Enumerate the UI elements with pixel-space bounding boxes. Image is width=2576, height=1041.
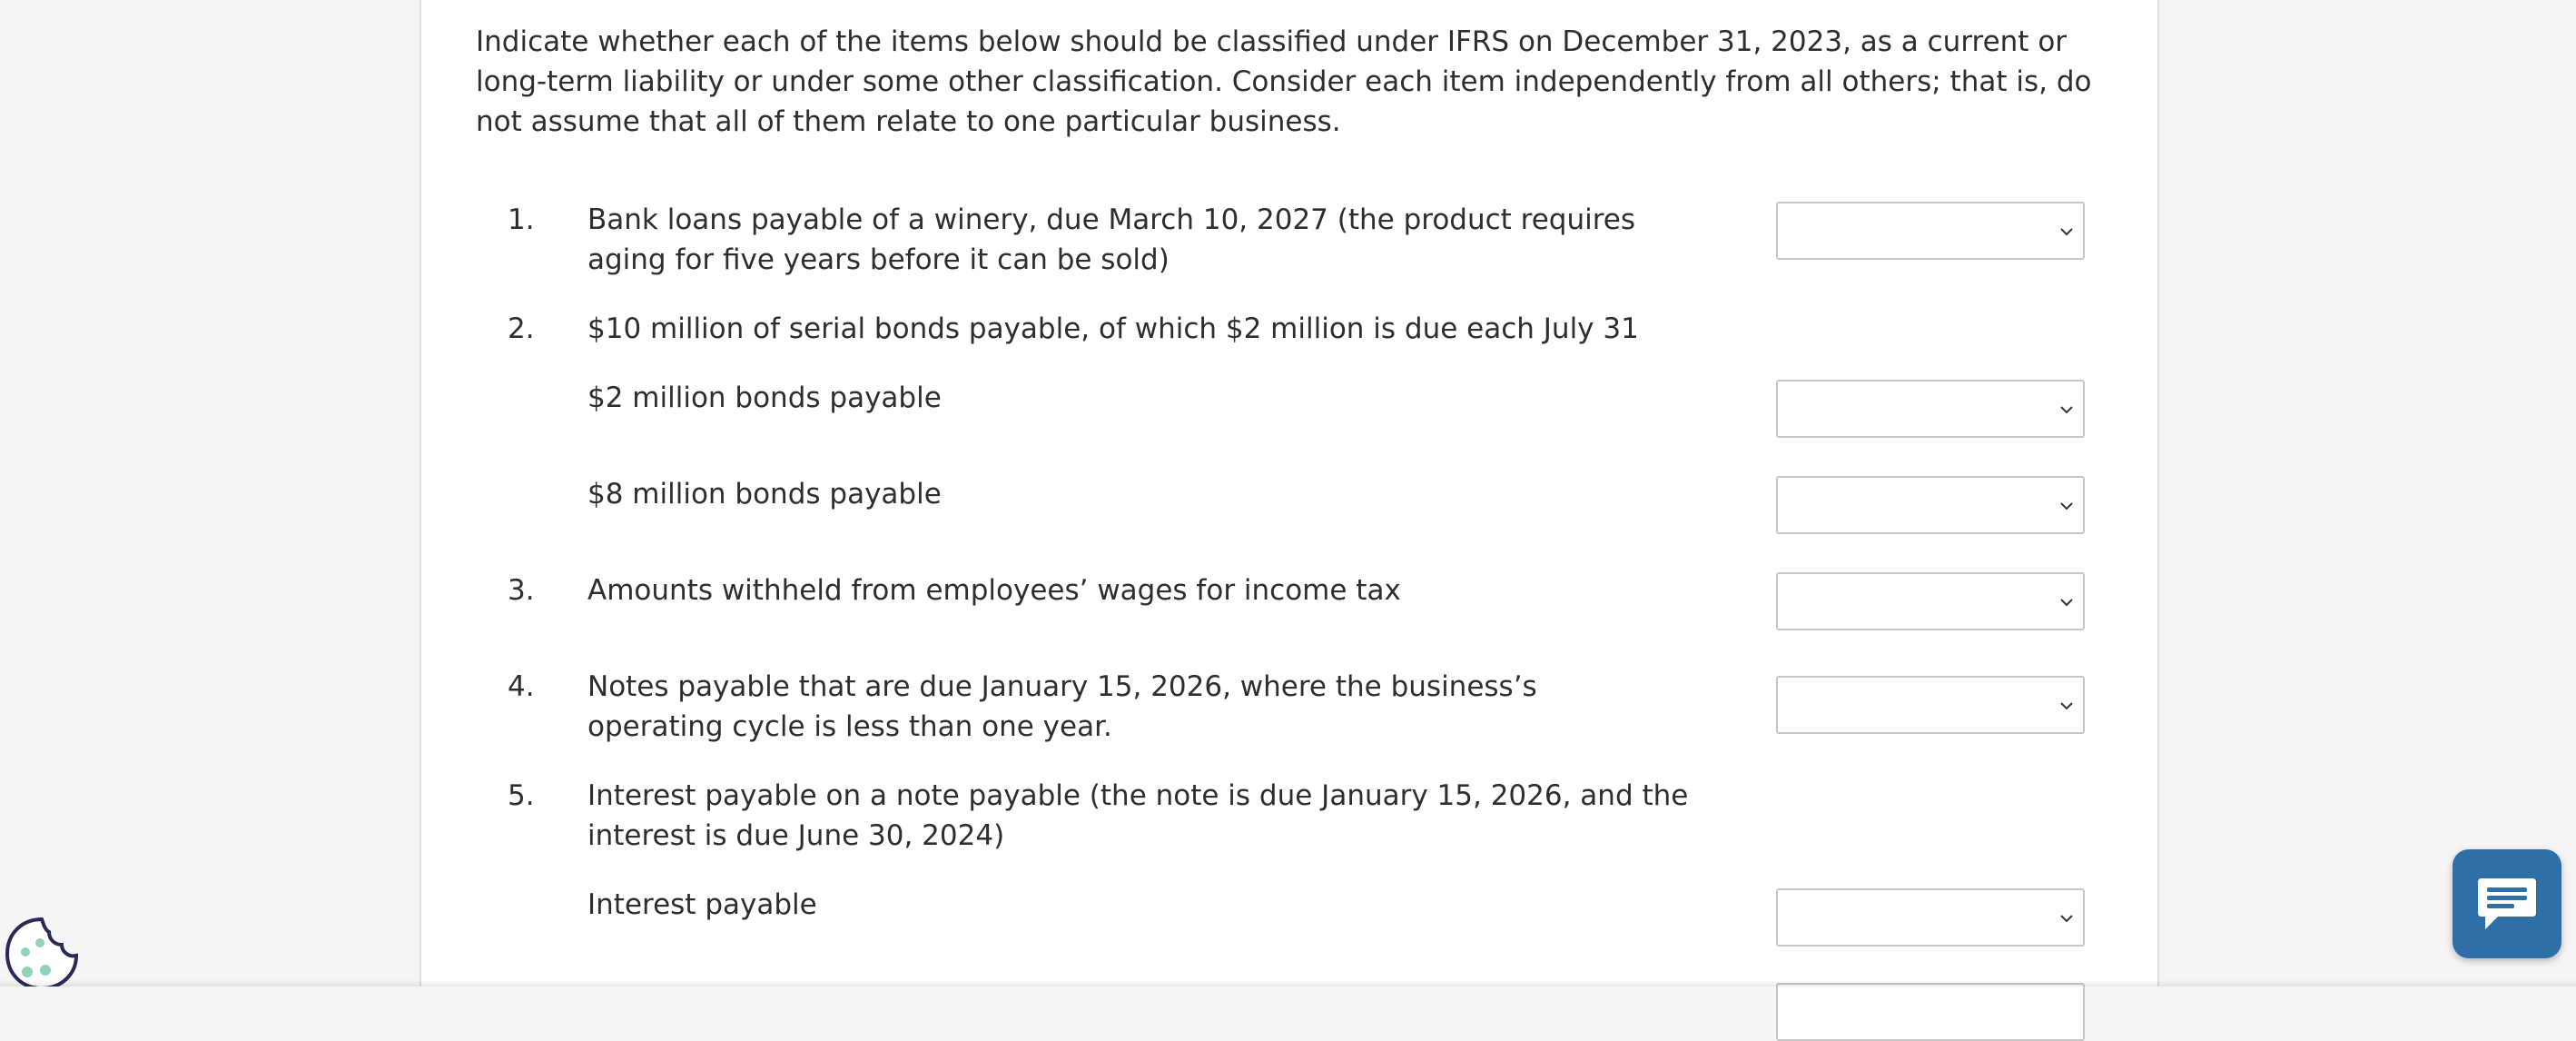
item-number: 5. <box>508 779 535 812</box>
classification-select-interest-payable[interactable] <box>1776 888 2085 947</box>
chevron-down-icon <box>2059 598 2074 607</box>
item-text: Interest payable on a note payable (the note is due January 15, 2026, and the interest is due June 30, 2024) <box>587 779 1689 852</box>
classification-select-item-1[interactable] <box>1776 202 2085 260</box>
chevron-down-icon <box>2059 227 2074 236</box>
chat-button[interactable] <box>2453 849 2561 958</box>
classification-select-item-3[interactable] <box>1776 572 2085 630</box>
item-text: Amounts withheld from employees’ wages for income tax <box>587 574 1401 607</box>
classification-select-2-million[interactable] <box>1776 380 2085 438</box>
chat-bubble-icon <box>2476 875 2538 933</box>
chevron-down-icon <box>2059 914 2074 923</box>
chevron-down-icon <box>2059 501 2074 511</box>
instructions-text: Indicate whether each of the items below should be classified under IFRS on December 31, 2023, as a current or long-term liability or under some other classification. Consider each item independently from all others; that is, do not assume that all of them relate to one particular business. <box>476 25 2092 138</box>
item-text: Notes payable that are due January 15, 2026, where the business’s operating cycle is less than one year. <box>587 670 1537 743</box>
chevron-down-icon <box>2059 701 2074 710</box>
cookie-icon <box>4 916 80 986</box>
classification-select-next[interactable] <box>1776 983 2085 1041</box>
classification-select-item-4[interactable] <box>1776 676 2085 734</box>
sub-item-text: Interest payable <box>587 888 817 921</box>
item-number: 3. <box>508 574 535 607</box>
sub-item-text: $2 million bonds payable <box>587 382 942 414</box>
item-number: 2. <box>508 312 535 345</box>
item-number: 4. <box>508 670 535 703</box>
bottom-shadow <box>0 979 2576 986</box>
classification-select-8-million[interactable] <box>1776 476 2085 534</box>
chevron-down-icon <box>2059 405 2074 414</box>
question-panel <box>419 0 2159 986</box>
sub-item-text: $8 million bonds payable <box>587 478 942 511</box>
item-text: Bank loans payable of a winery, due March 10, 2027 (the product requires aging for five years before it can be sold) <box>587 203 1636 276</box>
item-number: 1. <box>508 203 535 236</box>
item-text: $10 million of serial bonds payable, of which $2 million is due each July 31 <box>587 312 1639 345</box>
